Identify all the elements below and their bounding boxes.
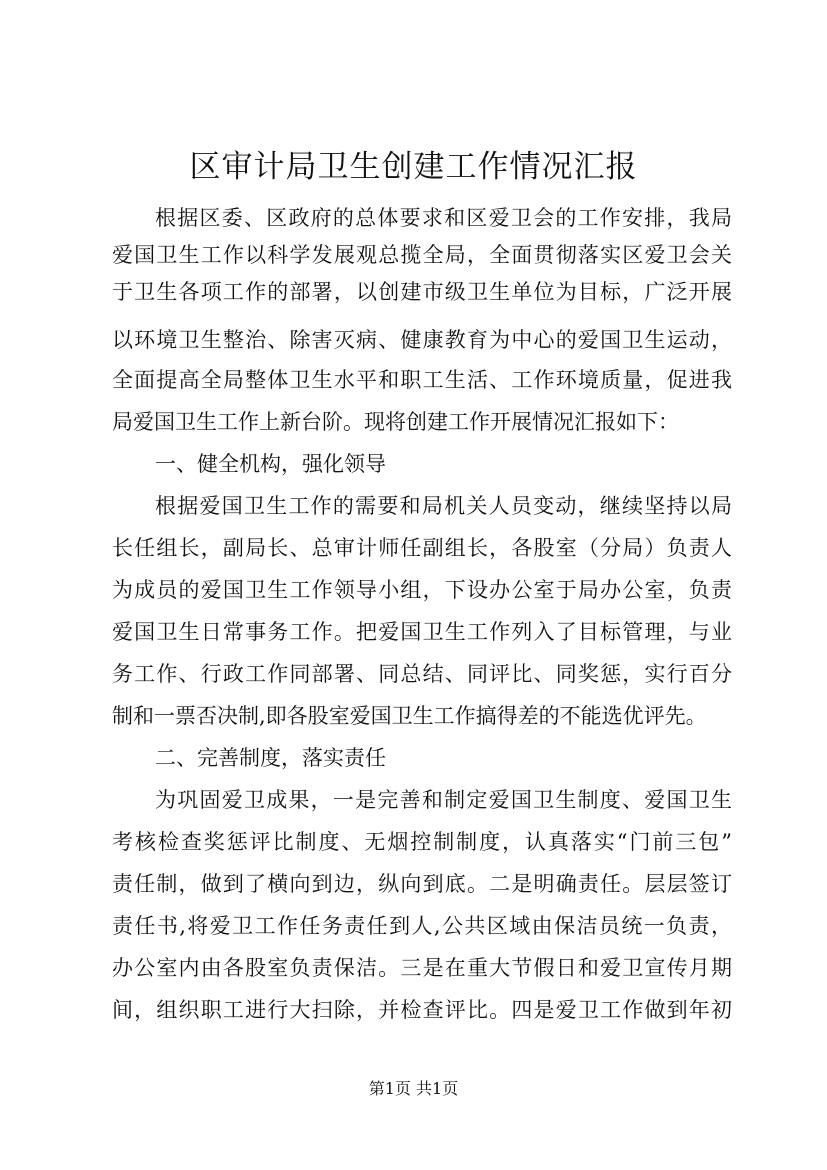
body-line: 为巩固爱卫成果，一是完善和制定爱国卫生制度、爱国卫生 [155, 788, 732, 812]
body-line: 爱国卫生日常事务工作。把爱国卫生工作列入了目标管理，与业 [112, 620, 732, 644]
body-line: 于卫生各项工作的部署，以创建市级卫生单位为目标，广泛开展 [112, 280, 732, 304]
body-line: 根据爱国卫生工作的需要和局机关人员变动，继续坚持以局 [155, 494, 732, 518]
body-line: 全面提高全局整体卫生水平和职工生活、工作环境质量，促进我 [112, 368, 732, 392]
body-line: 以环境卫生整治、除害灭病、健康教育为中心的爱国卫生运动， [112, 328, 732, 352]
body-line: 责任书,将爱卫工作任务责任到人,公共区域由保洁员统一负责， [112, 914, 732, 938]
body-line: 务工作、行政工作同部署、同总结、同评比、同奖惩，实行百分 [112, 662, 732, 686]
body-line: 根据区委、区政府的总体要求和区爱卫会的工作安排，我局 [155, 206, 732, 230]
body-line: 间，组织职工进行大扫除，并检查评比。四是爱卫工作做到年初 [112, 998, 732, 1022]
section-heading-1: 一、健全机构，强化领导 [155, 452, 386, 476]
document-title: 区审计局卫生创建工作情况汇报 [189, 149, 638, 185]
body-line: 长任组长，副局长、总审计师任副组长，各股室（分局）负责人 [112, 536, 732, 560]
body-line: 责任制，做到了横向到边，纵向到底。二是明确责任。层层签订 [112, 872, 732, 896]
body-line: 爱国卫生工作以科学发展观总揽全局，全面贯彻落实区爱卫会关 [112, 243, 732, 267]
body-line: 办公室内由各股室负责保洁。三是在重大节假日和爱卫宣传月期 [112, 956, 732, 980]
body-line: 为成员的爱国卫生工作领导小组，下设办公室于局办公室，负责 [112, 578, 732, 602]
section-heading-2: 二、完善制度，落实责任 [155, 746, 386, 770]
body-line: 局爱国卫生工作上新台阶。现将创建工作开展情况汇报如下： [112, 410, 679, 434]
page-number: 第1页 共1页 [368, 1079, 459, 1098]
body-line: 制和一票否决制,即各股室爱国卫生工作搞得差的不能选优评先。 [112, 704, 707, 728]
body-line: 考核检查奖惩评比制度、无烟控制制度，认真落实“门前三包” [112, 830, 732, 854]
